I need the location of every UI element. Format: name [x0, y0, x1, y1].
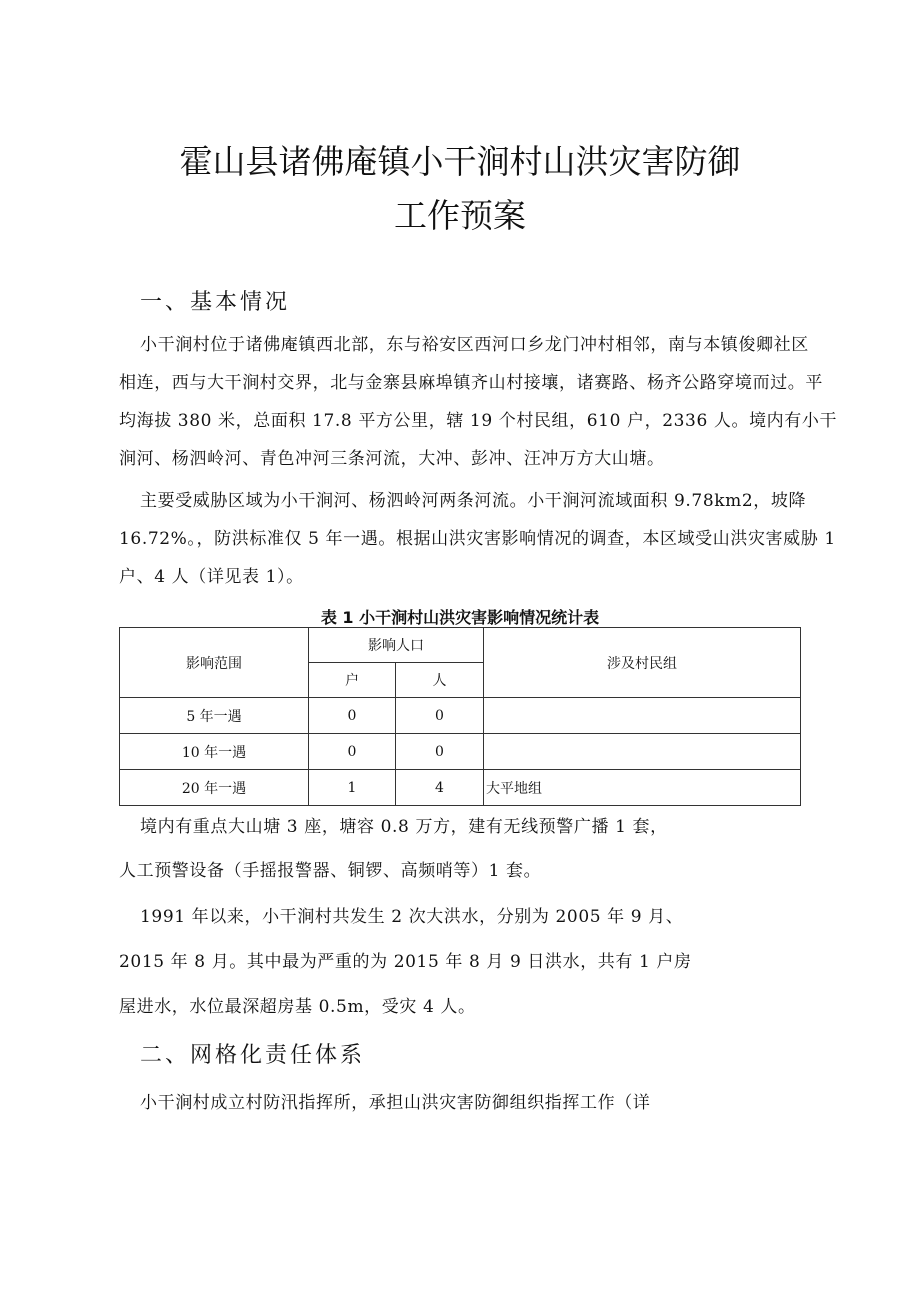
- paragraph-line: 1991 年以来，小干涧村共发生 2 次大洪水，分别为 2005 年 9 月、: [140, 907, 684, 927]
- cell-people: 0: [396, 698, 484, 734]
- document-title-line-1: 霍山县诸佛庵镇小干涧村山洪灾害防御: [179, 142, 741, 181]
- header-village-groups: 涉及村民组: [484, 628, 801, 698]
- cell-groups: 大平地组: [484, 770, 801, 806]
- section-heading-responsibility-system: 二、网格化责任体系: [140, 1043, 366, 1068]
- cell-people: 4: [396, 770, 484, 806]
- paragraph-line: 均海拔 380 米，总面积 17.8 平方公里，辖 19 个村民组，610 户，2336 人。境内有小干: [119, 411, 838, 431]
- cell-groups: [484, 698, 801, 734]
- cell-range: 10 年一遇: [120, 734, 309, 770]
- paragraph-line: 户、4 人（详见表 1）。: [119, 567, 304, 587]
- paragraph-line: 主要受威胁区域为小干涧河、杨泗岭河两条河流。小干涧河流域面积 9.78km2，坡降: [140, 491, 807, 511]
- header-households: 户: [309, 663, 396, 698]
- paragraph-line: 小干涧村成立村防汛指挥所，承担山洪灾害防御组织指挥工作（详: [140, 1093, 651, 1113]
- header-people: 人: [396, 663, 484, 698]
- header-affected-population: 影响人口: [309, 628, 484, 663]
- cell-range: 5 年一遇: [120, 698, 309, 734]
- table-row: [120, 698, 801, 734]
- cell-groups: [484, 734, 801, 770]
- impact-table: [119, 627, 801, 806]
- paragraph-line: 相连，西与大干涧村交界，北与金寨县麻埠镇齐山村接壤，诸赛路、杨齐公路穿境而过。平: [119, 373, 823, 393]
- paragraph-line: 小干涧村位于诸佛庵镇西北部，东与裕安区西河口乡龙门冲村相邻，南与本镇俊卿社区: [140, 335, 809, 355]
- document-title-line-2: 工作预案: [394, 196, 526, 235]
- table-row: [120, 734, 801, 770]
- header-impact-range: 影响范围: [120, 628, 309, 698]
- paragraph-line: 2015 年 8 月。其中最为严重的为 2015 年 8 月 9 日洪水，共有 1 户房: [119, 952, 692, 972]
- paragraph-line: 境内有重点大山塘 3 座，塘容 0.8 万方，建有无线预警广播 1 套，: [140, 817, 668, 837]
- cell-households: 1: [309, 770, 396, 806]
- section-heading-basic-info: 一、基本情况: [140, 290, 291, 315]
- paragraph-line: 屋进水，水位最深超房基 0.5m，受灾 4 人。: [119, 997, 476, 1017]
- cell-households: 0: [309, 734, 396, 770]
- paragraph-line: 涧河、杨泗岭河、青色冲河三条河流，大冲、彭冲、汪冲万方大山塘。: [119, 449, 665, 469]
- table-row: [120, 770, 801, 806]
- cell-range: 20 年一遇: [120, 770, 309, 806]
- cell-households: 0: [309, 698, 396, 734]
- paragraph-line: 人工预警设备（手摇报警器、铜锣、高频哨等）1 套。: [119, 861, 542, 881]
- table-caption: 表 1 小干涧村山洪灾害影响情况统计表: [320, 608, 600, 627]
- cell-people: 0: [396, 734, 484, 770]
- paragraph-line: 16.72%。，防洪标准仅 5 年一遇。根据山洪灾害影响情况的调查，本区域受山洪灾害威胁 1: [119, 529, 836, 549]
